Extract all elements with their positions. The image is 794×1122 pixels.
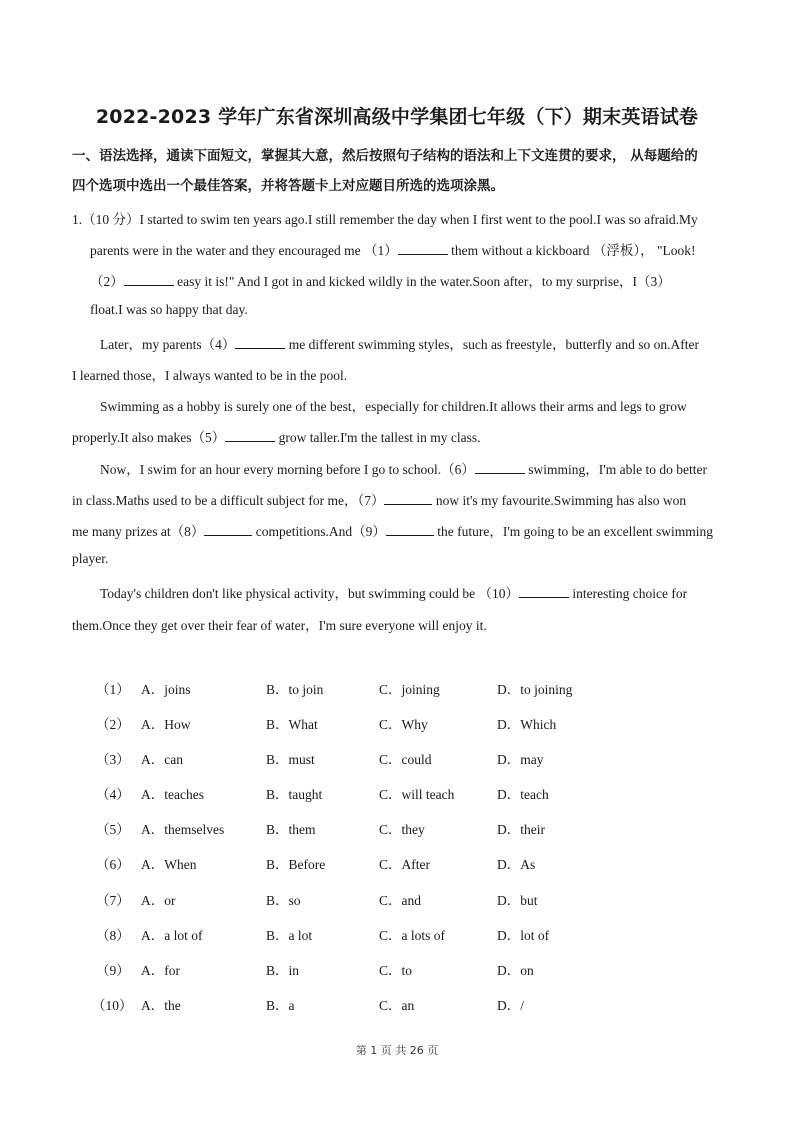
passage-text: in class.Maths used to be a difficult subject for me，（7） — [72, 493, 385, 508]
answer-blank-2 — [124, 273, 174, 286]
passage-text: parents were in the water and they encouraged me （1） — [90, 243, 398, 258]
answer-blank-5 — [225, 429, 275, 442]
option-c[interactable]: C．joining — [379, 682, 440, 697]
passage-text: easy it is!" And I got in and kicked wildly in the water.Soon after，to my surprise，I（3） — [173, 274, 671, 289]
answer-blank-9 — [386, 523, 434, 536]
passage-text: Later，my parents（4） — [100, 337, 236, 352]
passage-line: I learned those，I always wanted to be in the pool. — [72, 368, 348, 383]
option-b[interactable]: B．in — [266, 963, 300, 978]
answer-blank-1 — [398, 242, 448, 255]
option-a[interactable]: A．teaches — [141, 787, 204, 802]
question-number: （2） — [96, 717, 130, 732]
option-d[interactable]: D．on — [497, 963, 534, 978]
passage-text: now it's my favourite.Swimming has also won — [432, 493, 687, 508]
option-b[interactable]: B．Before — [266, 857, 326, 872]
passage-text: me different swimming styles，such as freestyle，butterfly and so on.After — [285, 337, 699, 352]
option-c[interactable]: C．and — [379, 893, 421, 908]
option-a[interactable]: A．joins — [141, 682, 191, 697]
option-c[interactable]: C．will teach — [379, 787, 455, 802]
passage-text: interesting choice for — [568, 586, 688, 601]
option-b[interactable]: B．What — [266, 717, 318, 732]
passage-line — [100, 582, 687, 602]
passage-text: grow taller.I'm the tallest in my class. — [275, 430, 481, 445]
passage-text: me many prizes at（8） — [72, 524, 205, 539]
passage-line — [72, 489, 686, 509]
question-number: （1） — [96, 682, 130, 697]
option-b[interactable]: B．them — [266, 822, 316, 837]
passage-line: them.Once they get over their fear of water，I'm sure everyone will enjoy it. — [72, 618, 487, 633]
passage-line — [90, 239, 696, 259]
question-number: （3） — [96, 752, 130, 767]
passage-line — [100, 458, 707, 478]
option-a[interactable]: A．a lot of — [141, 928, 203, 943]
passage-text: properly.It also makes（5） — [72, 430, 226, 445]
exam-title: 2022-2023 学年广东省深圳高级中学集团七年级（下）期末英语试卷 — [95, 106, 699, 128]
option-c[interactable]: C．After — [379, 857, 430, 872]
option-c[interactable]: C．a lots of — [379, 928, 445, 943]
option-a[interactable]: A．or — [141, 893, 176, 908]
passage-line: float.I was so happy that day. — [90, 302, 248, 317]
passage-text: Today's children don't like physical activity，but swimming could be （10） — [100, 586, 519, 601]
question-number: （7） — [96, 893, 130, 908]
section-instructions-line2: 四个选项中选出一个最佳答案，并将答题卡上对应题目所选的选项涂黑。 — [72, 178, 504, 194]
option-b[interactable]: B．a lot — [266, 928, 313, 943]
option-d[interactable]: D．As — [497, 857, 536, 872]
passage-text: the future，I'm going to be an excellent swimming — [433, 524, 713, 539]
passage-line — [100, 333, 699, 353]
page-footer: 第 1 页 共 26 页 — [355, 1044, 439, 1057]
passage-text: swimming，I'm able to do better — [524, 462, 707, 477]
option-b[interactable]: B．a — [266, 998, 295, 1013]
option-d[interactable]: D．but — [497, 893, 538, 908]
question-number: （8） — [96, 928, 130, 943]
option-d[interactable]: D．may — [497, 752, 544, 767]
passage-text: Now，I swim for an hour every morning before I go to school.（6） — [100, 462, 475, 477]
option-a[interactable]: A．for — [141, 963, 180, 978]
question-number: （9） — [96, 963, 130, 978]
option-b[interactable]: B．taught — [266, 787, 323, 802]
passage-text: competitions.And（9） — [252, 524, 386, 539]
option-a[interactable]: A．the — [141, 998, 181, 1013]
question-number: （5） — [96, 822, 130, 837]
question-number: （4） — [96, 787, 130, 802]
passage-line — [72, 520, 713, 540]
passage-line: player. — [72, 551, 109, 566]
section-instructions-line1: 一、语法选择，通读下面短文，掌握其大意，然后按照句子结构的语法和上下文连贯的要求， 从每题给的 — [72, 148, 698, 164]
option-c[interactable]: C．could — [379, 752, 432, 767]
answer-blank-8 — [204, 523, 252, 536]
option-d[interactable]: D．lot of — [497, 928, 550, 943]
option-c[interactable]: C．they — [379, 822, 425, 837]
option-b[interactable]: B．to join — [266, 682, 324, 697]
option-b[interactable]: B．must — [266, 752, 315, 767]
question-number: （6） — [96, 857, 130, 872]
option-c[interactable]: C．to — [379, 963, 413, 978]
question-number: （10） — [92, 998, 133, 1013]
option-b[interactable]: B．so — [266, 893, 301, 908]
option-d[interactable]: D．their — [497, 822, 545, 837]
option-d[interactable]: D．to joining — [497, 682, 573, 697]
option-a[interactable]: A．How — [141, 717, 191, 732]
option-d[interactable]: D．Which — [497, 717, 557, 732]
answer-blank-10 — [519, 585, 569, 598]
option-d[interactable]: D．/ — [497, 998, 524, 1013]
option-a[interactable]: A．When — [141, 857, 197, 872]
option-c[interactable]: C．an — [379, 998, 415, 1013]
passage-line: Swimming as a hobby is surely one of the best，especially for children.It allows their arms and legs to grow — [100, 399, 687, 414]
option-a[interactable]: A．can — [141, 752, 183, 767]
option-a[interactable]: A．themselves — [141, 822, 225, 837]
answer-blank-7 — [384, 492, 432, 505]
answer-blank-6 — [475, 461, 525, 474]
option-c[interactable]: C．Why — [379, 717, 428, 732]
passage-line — [90, 270, 671, 290]
passage-text: them without a kickboard （浮板）， "Look! — [447, 243, 696, 258]
option-d[interactable]: D．teach — [497, 787, 549, 802]
passage-line — [72, 426, 480, 446]
passage-text: （2） — [90, 274, 124, 289]
answer-blank-4 — [235, 336, 285, 349]
passage-line: 1.（10 分）I started to swim ten years ago.I still remember the day when I first went to the pool.I was so afraid.My — [72, 212, 698, 227]
